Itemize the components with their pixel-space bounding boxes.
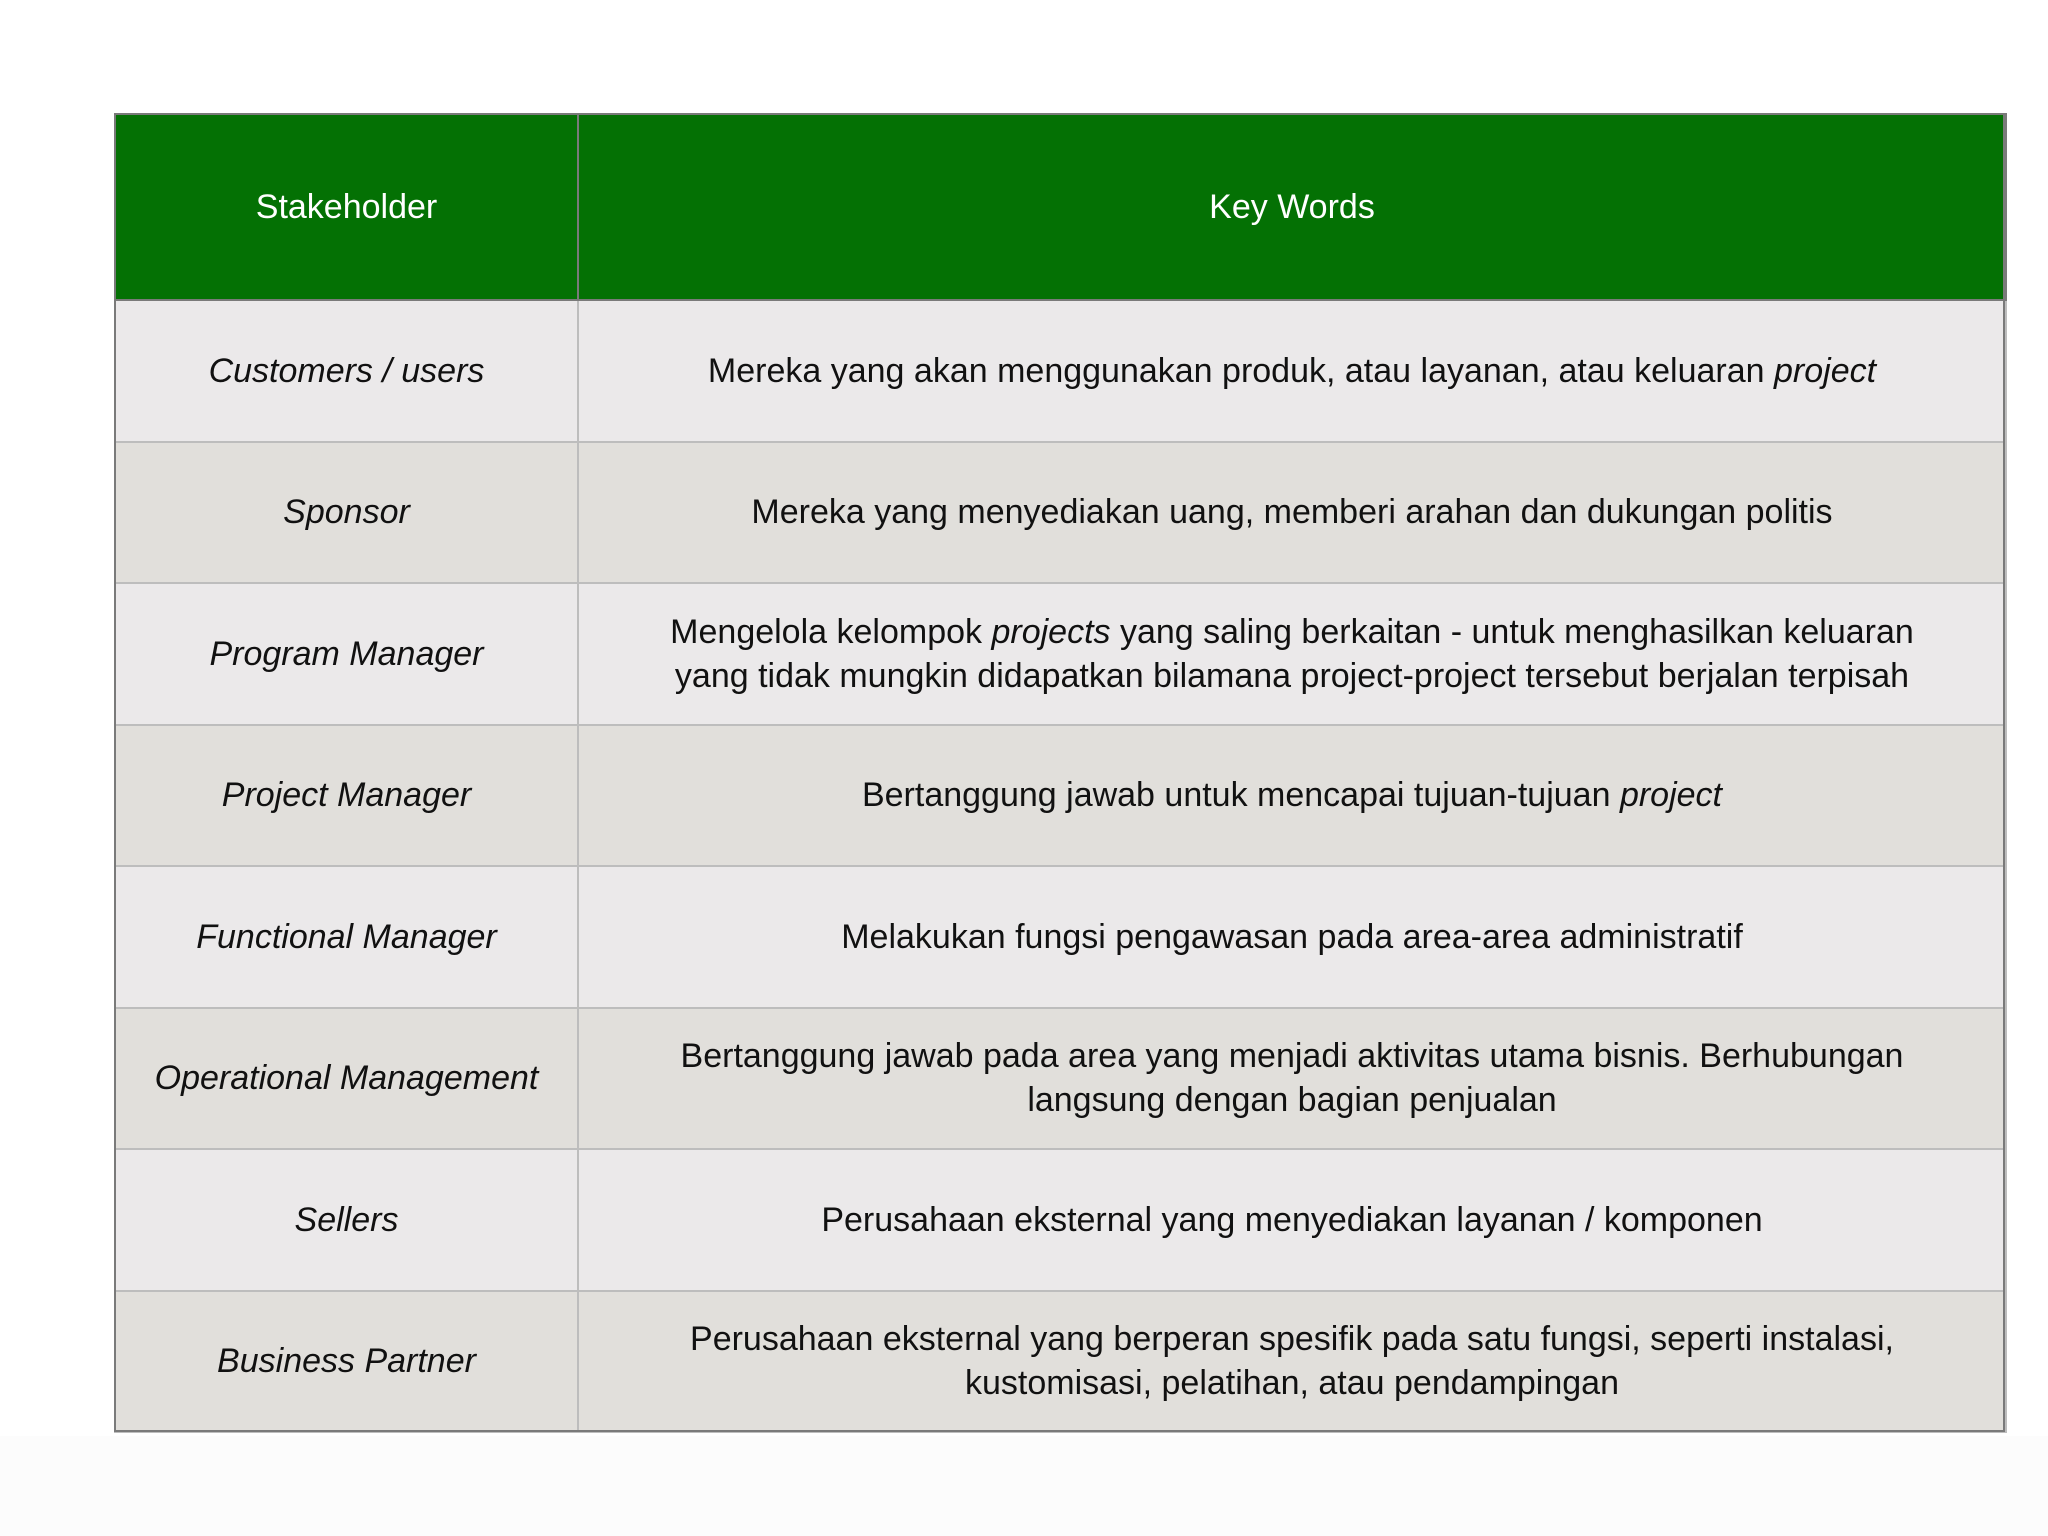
key-words-cell: Mengelola kelompok projects yang saling berkaitan - untuk menghasilkan keluaran yang tidak mungkin didapatkan bilamana project-project tersebut berjalan terpisah (578, 583, 2006, 725)
table-row (115, 442, 2006, 584)
key-words-cell: Mereka yang menyediakan uang, memberi arahan dan dukungan politis (578, 442, 2006, 584)
stakeholder-cell: Business Partner (115, 1291, 578, 1433)
table-row (115, 866, 2006, 1008)
key-words-cell: Mereka yang akan menggunakan produk, atau layanan, atau keluaran project (578, 300, 2006, 442)
header-key-words: Key Words (578, 114, 2006, 300)
table-row (115, 725, 2006, 867)
table-row (115, 1291, 2006, 1433)
stakeholder-cell: Program Manager (115, 583, 578, 725)
key-words-cell: Perusahaan eksternal yang menyediakan layanan / komponen (578, 1149, 2006, 1291)
stakeholder-cell: Operational Management (115, 1008, 578, 1150)
table-row (115, 1149, 2006, 1291)
stakeholder-cell: Functional Manager (115, 866, 578, 1008)
stakeholder-cell: Project Manager (115, 725, 578, 867)
key-words-cell: Bertanggung jawab pada area yang menjadi aktivitas utama bisnis. Berhubungan langsung dengan bagian penjualan (578, 1008, 2006, 1150)
table-row (115, 1008, 2006, 1150)
table-body (115, 300, 2006, 1432)
key-words-cell: Bertanggung jawab untuk mencapai tujuan-tujuan project (578, 725, 2006, 867)
key-words-cell: Melakukan fungsi pengawasan pada area-area administratif (578, 866, 2006, 1008)
stakeholder-cell: Sponsor (115, 442, 578, 584)
key-words-cell: Perusahaan eksternal yang berperan spesifik pada satu fungsi, seperti instalasi, kustomisasi, pelatihan, atau pendampingan (578, 1291, 2006, 1433)
header-stakeholder: Stakeholder (115, 114, 578, 300)
stakeholder-table (114, 113, 2007, 1433)
table-header-row (115, 114, 2006, 300)
page-footer-area (0, 1436, 2048, 1536)
table-row (115, 583, 2006, 725)
table-row (115, 300, 2006, 442)
stakeholder-cell: Sellers (115, 1149, 578, 1291)
stakeholder-cell: Customers / users (115, 300, 578, 442)
